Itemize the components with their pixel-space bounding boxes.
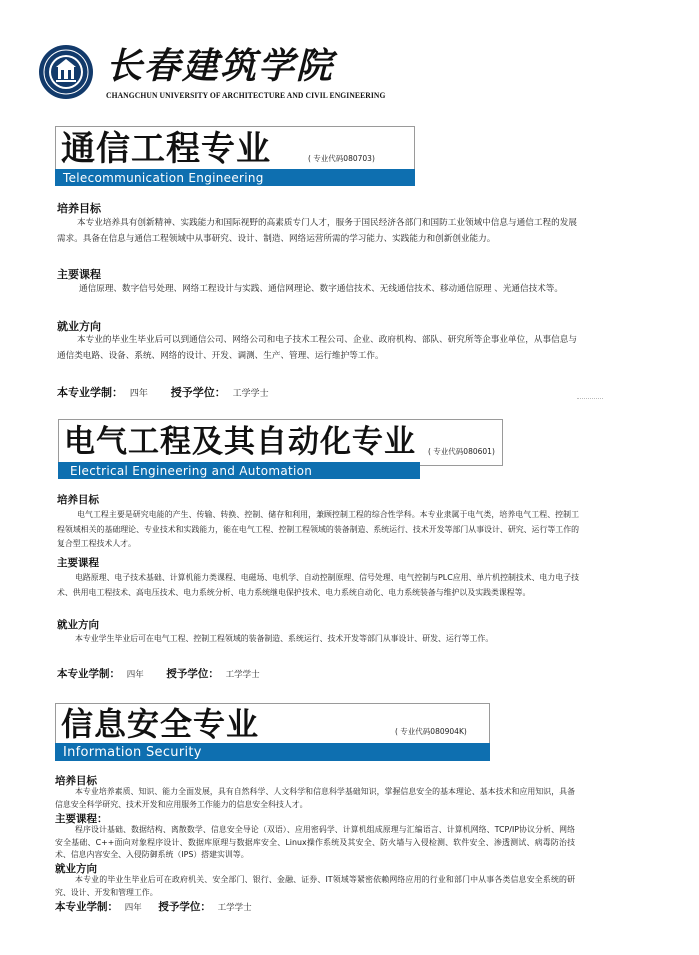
goal-heading: 培养目标 (57, 202, 101, 215)
major-title-cn: 电气工程及其自动化专业 (64, 424, 416, 460)
school-name-en: CHANGCHUN UNIVERSITY OF ARCHITECTURE AND CIVIL ENGINEERING (106, 90, 386, 101)
university-seal-icon (38, 44, 94, 100)
degree-value: 工学学士 (232, 389, 269, 399)
major-code: ( 专业代码080601) (428, 447, 495, 456)
career-text: 本专业的毕业生毕业后可在政府机关、安全部门、银行、金融、证券、IT领域等紧密依赖网络应用的行业和部门中从事各类信息安全系统的研究、设计、开发和管理工作。 (55, 875, 575, 897)
course-heading: 主要课程： (55, 813, 108, 825)
major-code: ( 专业代码080703) (308, 154, 375, 163)
goal-heading: 培养目标 (55, 775, 97, 787)
degree-value: 工学学士 (225, 670, 260, 680)
degree-value: 工学学士 (217, 903, 252, 913)
school-name-cn: 长春建筑学院 (106, 45, 335, 87)
degree-label: 授予学位： (158, 901, 211, 913)
section-banner-electrical (58, 419, 503, 479)
duration-label: 本专业学制： (55, 901, 118, 913)
major-title-en: Electrical Engineering and Automation (70, 464, 313, 478)
major-title-cn: 信息安全专业 (61, 705, 260, 743)
duration-degree-line (55, 899, 252, 914)
duration-value: 四年 (126, 670, 144, 680)
career-text: 本专业学生毕业后可在电气工程、控制工程领域的装备制造、系统运行、技术开发等部门从事设计、研发、运行等工作。 (75, 634, 494, 643)
duration-degree-line (57, 666, 260, 681)
section-banner-infosec (55, 703, 490, 761)
course-text: 程序设计基础、数据结构、离散数学、信息安全导论（双语）、应用密码学、计算机组成原理与汇编语言、计算机网络、TCP/IP协议分析、网络安全基础、C++面向对象程序设计、数据库原理与数据库安全、Linux操作系统及其安全、防火墙与入侵检测、软件安全、渗透测试、病毒防治技术、信息内容安全、入侵防御系统（IPS）搭建实训等。 (55, 825, 575, 859)
career-text: 本专业的毕业生毕业后可以到通信公司、网络公司和电子技术工程公司、企业、政府机构、部队、研究所等企事业单位，从事信息与通信类电路、设备、系统、网络的设计、开发、调测、生产、管理、运行维护等工作。 (57, 335, 577, 361)
career-heading: 就业方向 (55, 863, 97, 875)
degree-label: 授予学位： (170, 386, 226, 399)
duration-value: 四年 (129, 389, 148, 399)
duration-value: 四年 (124, 903, 142, 913)
course-heading: 主要课程 (57, 557, 99, 569)
major-title-en: Telecommunication Engineering (63, 171, 264, 185)
goal-heading: 培养目标 (57, 494, 99, 506)
major-title-cn: 通信工程专业 (61, 129, 271, 169)
goal-text: 电气工程主要是研究电能的产生、传输、转换、控制、储存和利用，兼顾控制工程的综合性学科。本专业隶属于电气类，培养电气工程、控制工程领域相关的基础理论、专业技术和实践能力，能在电气工程、控制工程领域的装备制造、系统运行、技术开发等部门从事设计、研究、运行等工作的复合型工程技术人才。 (57, 510, 579, 548)
duration-degree-line (57, 384, 269, 400)
degree-label: 授予学位： (166, 668, 219, 680)
section-banner-telecom (55, 126, 415, 186)
duration-label: 本专业学制： (57, 386, 123, 399)
career-heading: 就业方向 (57, 619, 99, 631)
goal-text: 本专业培养素质、知识、能力全面发展，具有自然科学、人文科学和信息科学基础知识，掌握信息安全的基本理论、基本技术和应用知识，具备信息安全科学研究、技术开发和应用服务工作能力的信息安全科技人才。 (55, 787, 575, 809)
course-text: 通信原理、数字信号处理、网络工程设计与实践、通信网理论、数字通信技术、无线通信技术、移动通信原理 、光通信技术等。 (79, 284, 563, 294)
school-header (38, 44, 386, 106)
divider (577, 398, 603, 399)
course-heading: 主要课程 (57, 268, 101, 281)
major-title-en: Information Security (63, 745, 202, 760)
goal-text: 本专业培养具有创新精神、实践能力和国际视野的高素质专门人才，服务于国民经济各部门和国防工业领域中信息与通信工程的发展需求。具备在信息与通信工程领域中从事研究、设计、制造、网络运营所需的学习能力、实践能力和创新创业能力。 (57, 218, 577, 244)
duration-label: 本专业学制： (57, 668, 120, 680)
major-code: ( 专业代码080904K) (395, 727, 467, 736)
career-heading: 就业方向 (57, 320, 101, 333)
course-text: 电路原理、电子技术基础、计算机能力类课程、电磁场、电机学、自动控制原理、信号处理、电气控制与PLC应用、单片机控制技术、电力电子技术、供用电工程技术、高电压技术、电力系统分析、电力系统继电保护技术、电力系统自动化、电力系统装备与维护以及实践类课程等。 (57, 573, 579, 597)
